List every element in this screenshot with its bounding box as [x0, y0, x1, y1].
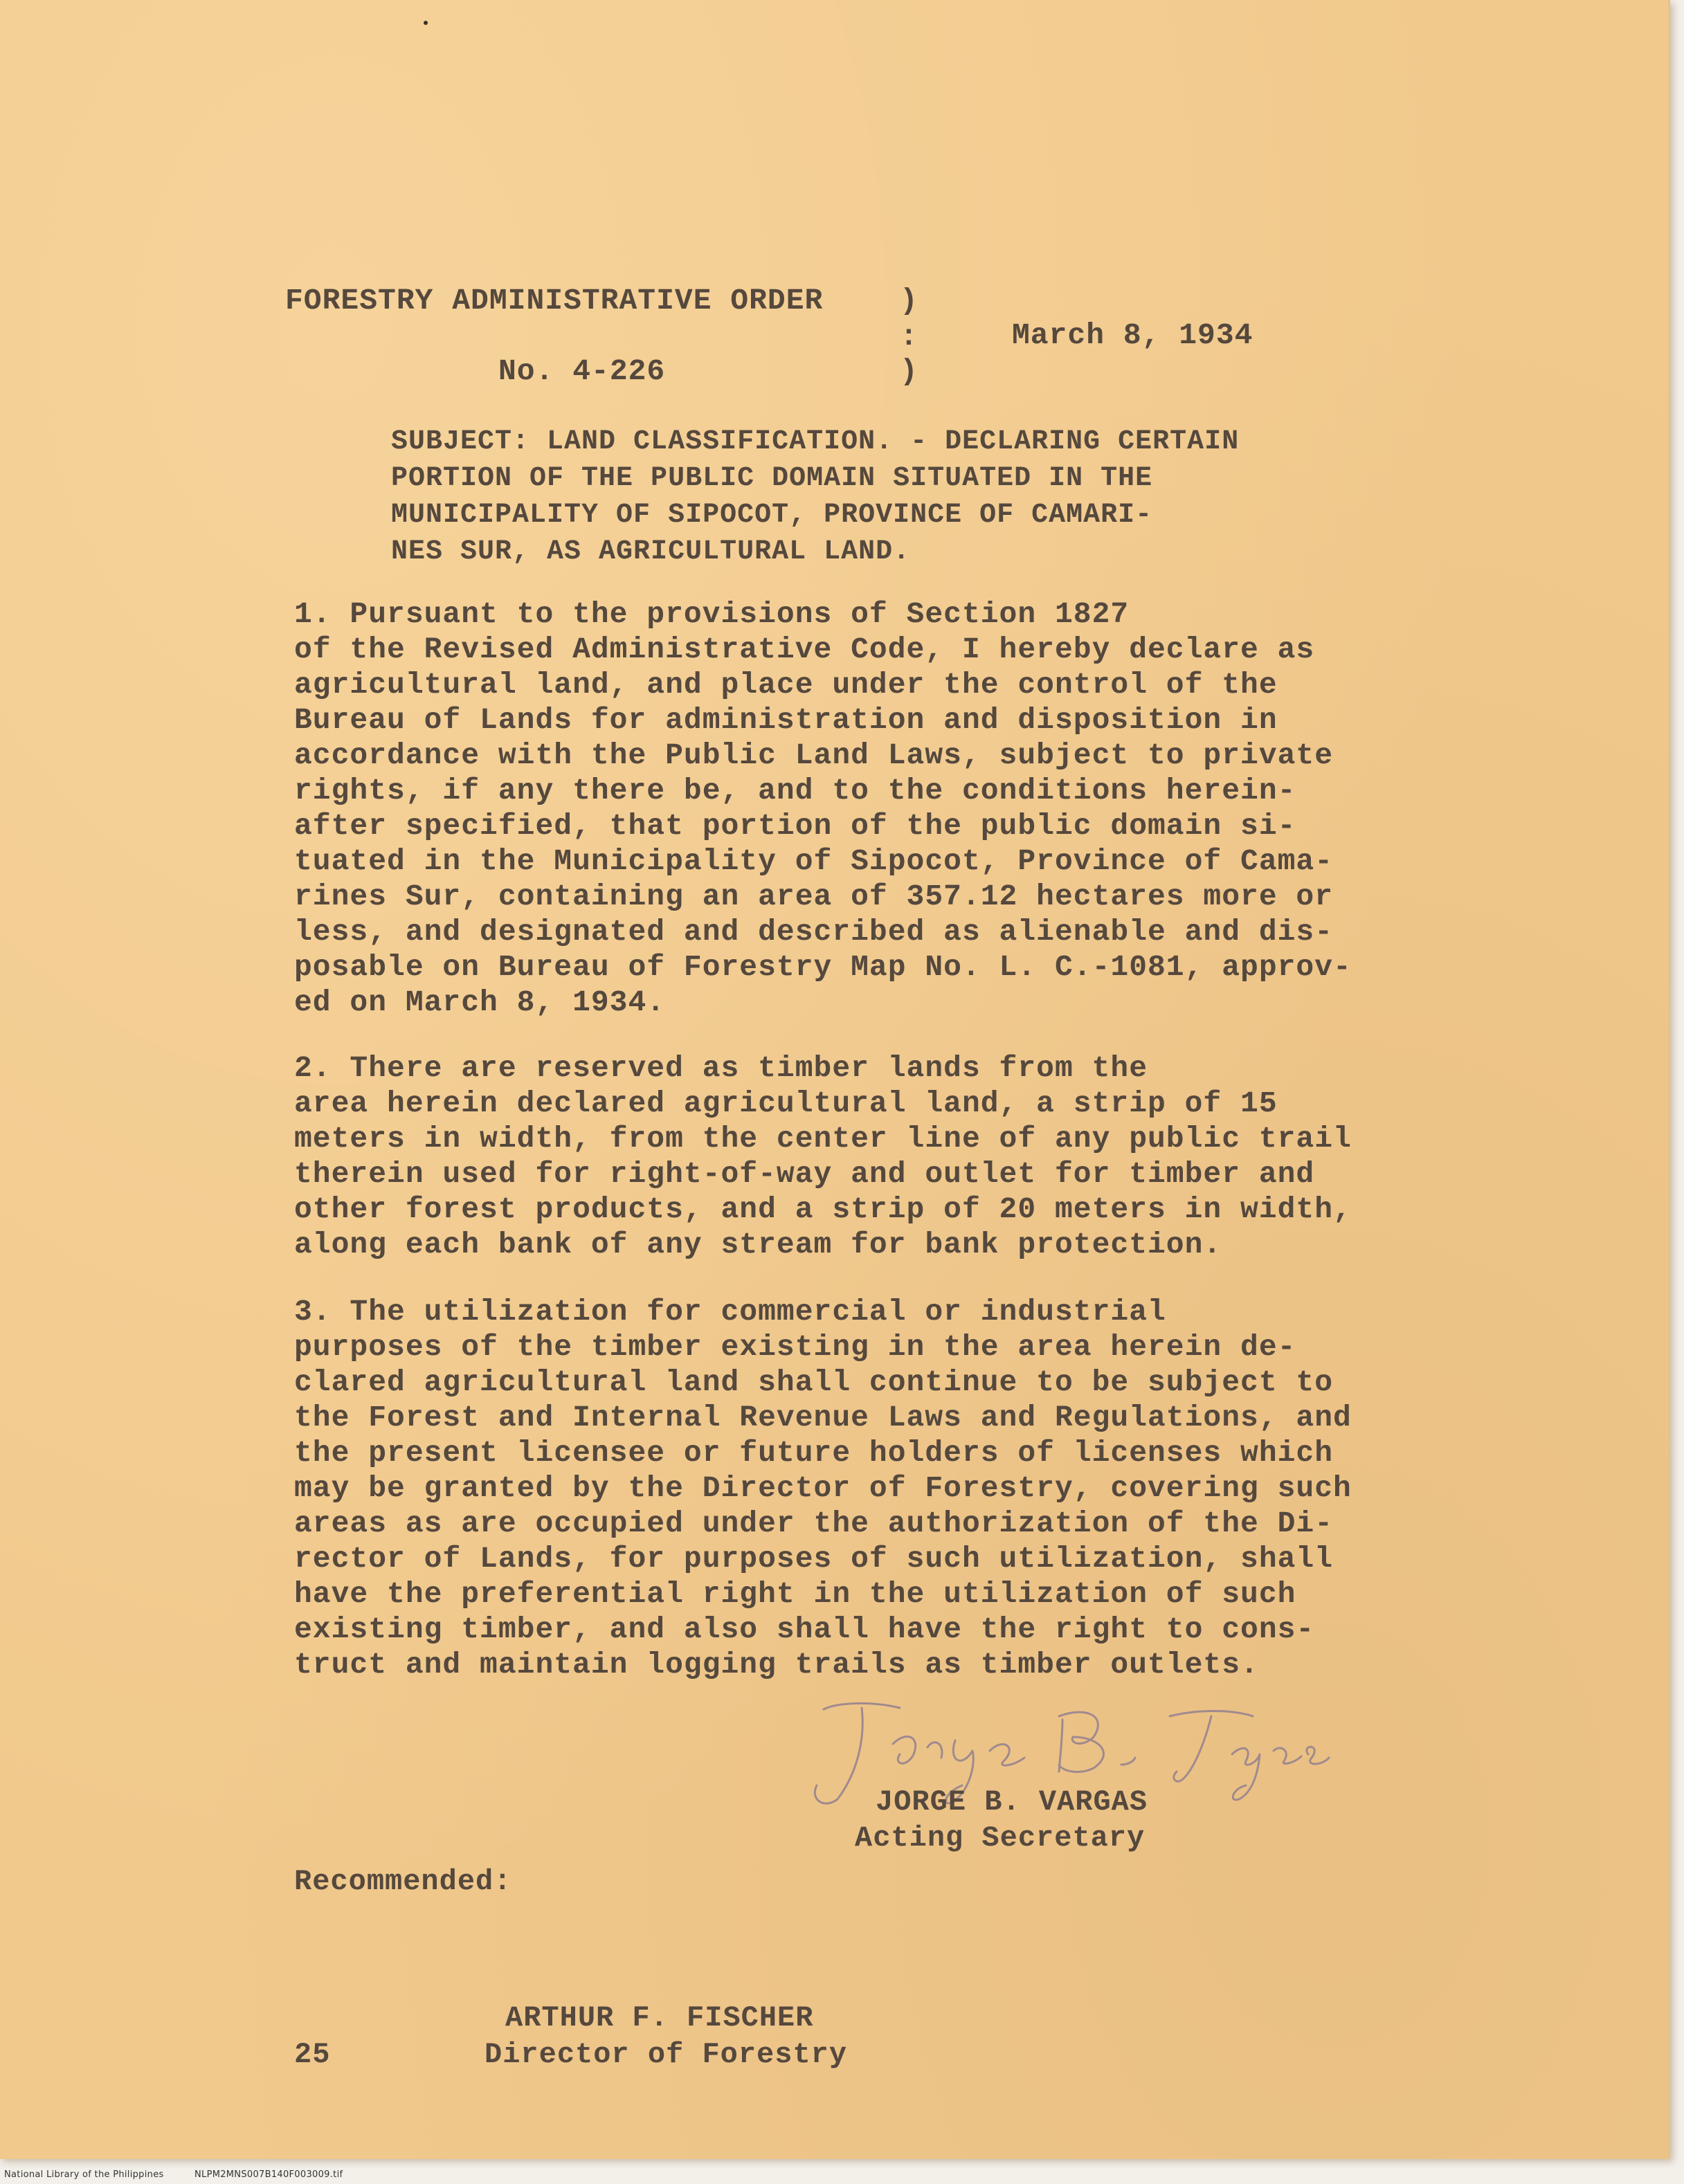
- subject-block: SUBJECT: LAND CLASSIFICATION. - DECLARING CERTAIN PORTION OF THE PUBLIC DOMAIN SITUATED IN THE MUNICIPALITY OF SIPOCOT, PROVINCE OF CAMARI- NES SUR, AS AGRICULTURAL LAND.: [391, 426, 1240, 567]
- director-block: [485, 2000, 847, 2073]
- paragraph-3: 3. The utilization for commercial or industrial purposes of the timber existing in the area herein de- clared agricultural land shall continue to be subject to the Forest and Internal Revenue Laws and Regulations, and the present licensee or future holders of licenses which may be granted by the Director of Forestry, covering such areas as are occupied under the authorization of the Di- rector of Lands, for purposes of such utilization, shall have the preferential right in the utilization of such existing timber, and also shall have the right to cons- truct and maintain logging trails as timber outlets.: [294, 1295, 1352, 1682]
- director-title: Director of Forestry: [485, 2038, 848, 2071]
- bracket-bottom: ): [900, 354, 918, 388]
- paragraph-2: 2. There are reserved as timber lands from the area herein declared agricultural land, a strip of 15 meters in width, from the center line of any public trail therein used for right-of-way and outlet for timber and other forest products, and a strip of 20 meters in width, along each bank of any stream for bank protection.: [294, 1051, 1352, 1262]
- order-date: March 8, 1934: [1012, 318, 1253, 352]
- ink-speck: [424, 21, 428, 25]
- director-name: ARTHUR F. FISCHER: [505, 2001, 814, 2035]
- bracket-colon: :: [900, 320, 918, 354]
- paragraph-1: 1. Pursuant to the provisions of Section 1827 of the Revised Administrative Code, I hereby declare as agricultural land, and place under the control of the Bureau of Lands for administration and disposition in accordance with the Public Land Laws, subject to private rights, if any there be, and to the conditions herein- after specified, that portion of the public domain si- tuated in the Municipality of Sipocot, Province of Cama- rines Sur, containing an area of 357.12 hectares more or less, and designated and described as alienable and dis- posable on Bureau of Forestry Map No. L. C.-1081, approv- ed on March 8, 1934.: [294, 597, 1352, 1019]
- footer-library: National Library of the Philippines: [4, 2169, 164, 2180]
- page-number: 25: [294, 2038, 331, 2071]
- order-number: No. 4-226: [498, 354, 666, 388]
- scan-footer: [4, 2169, 370, 2180]
- order-title: FORESTRY ADMINISTRATIVE ORDER: [285, 284, 824, 318]
- bracket-top: ): [900, 284, 918, 318]
- signatory-block: [855, 1784, 1148, 1856]
- recommended-label: Recommended:: [294, 1865, 512, 1898]
- signatory-title: Acting Secretary: [855, 1821, 1146, 1855]
- signatory-name: JORGE B. VARGAS: [876, 1785, 1148, 1819]
- footer-file: NLPM2MNS007B140F003009.tif: [194, 2169, 343, 2180]
